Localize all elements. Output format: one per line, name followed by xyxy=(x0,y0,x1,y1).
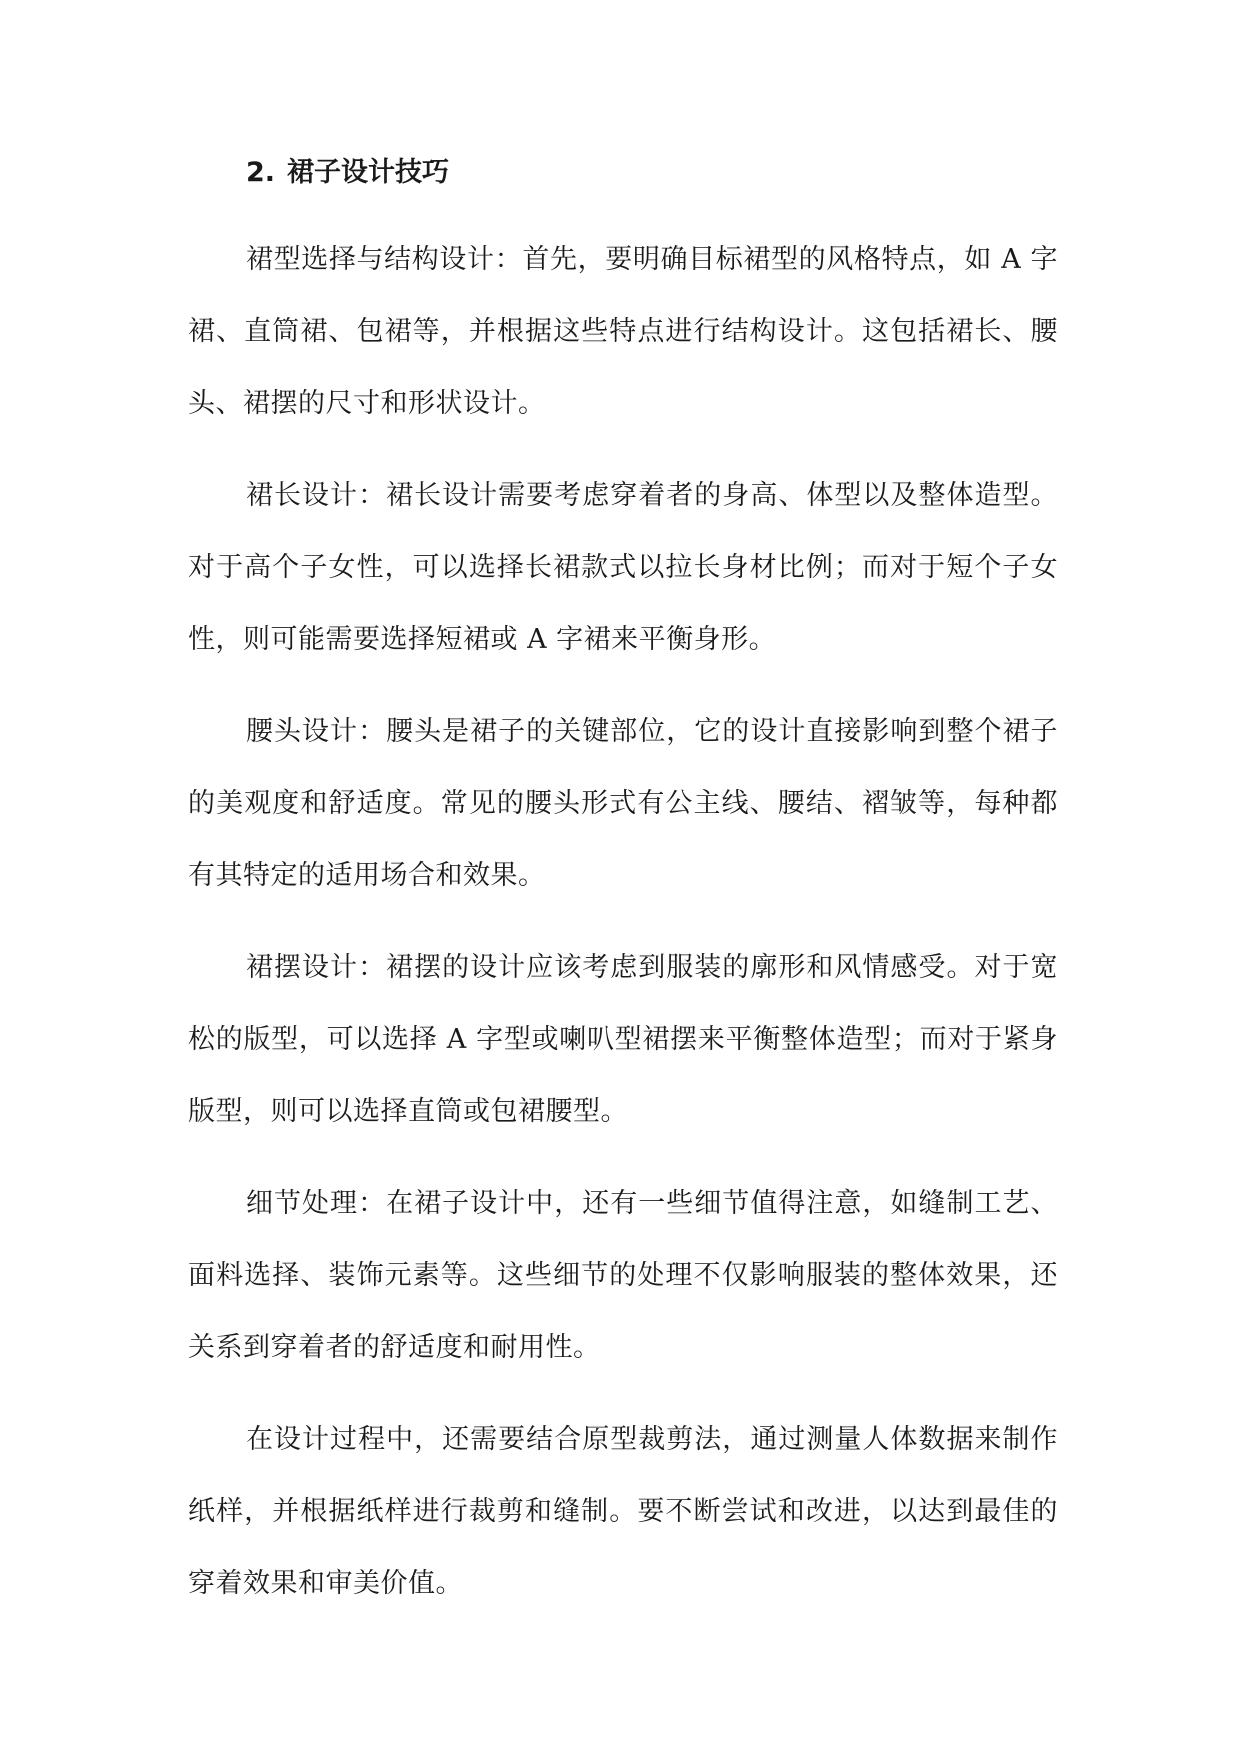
paragraph-details: 细节处理：在裙子设计中，还有一些细节值得注意，如缝制工艺、面料选择、装饰元素等。这些细节的处理不仅影响服装的整体效果，还关系到穿着者的舒适度和耐用性。 xyxy=(188,1188,1058,1363)
section-number: 2. xyxy=(246,157,276,188)
paragraph-waistband: 腰头设计：腰头是裙子的关键部位，它的设计直接影响到整个裙子的美观度和舒适度。常见的腰头形式有公主线、腰结、褶皱等，每种都有其特定的适用场合和效果。 xyxy=(188,716,1058,891)
paragraph-skirt-type: 裙型选择与结构设计：首先，要明确目标裙型的风格特点，如 A 字裙、直筒裙、包裙等，并根据这些特点进行结构设计。这包括裙长、腰头、裙摆的尺寸和形状设计。 xyxy=(188,244,1058,419)
section-heading xyxy=(246,146,1058,200)
paragraph-skirt-length: 裙长设计：裙长设计需要考虑穿着者的身高、体型以及整体造型。对于高个子女性，可以选择长裙款式以拉长身材比例；而对于短个子女性，则可能需要选择短裙或 A 字裙来平衡身形。 xyxy=(188,480,1058,655)
paragraph-hem: 裙摆设计：裙摆的设计应该考虑到服装的廓形和风情感受。对于宽松的版型，可以选择 A 字型或喇叭型裙摆来平衡整体造型；而对于紧身版型，则可以选择直筒或包裙腰型。 xyxy=(188,952,1058,1127)
paragraph-process: 在设计过程中，还需要结合原型裁剪法，通过测量人体数据来制作纸样，并根据纸样进行裁剪和缝制。要不断尝试和改进，以达到最佳的穿着效果和审美价值。 xyxy=(188,1424,1058,1599)
section-title: 裙子设计技巧 xyxy=(287,157,450,188)
document-body xyxy=(188,146,1058,1620)
